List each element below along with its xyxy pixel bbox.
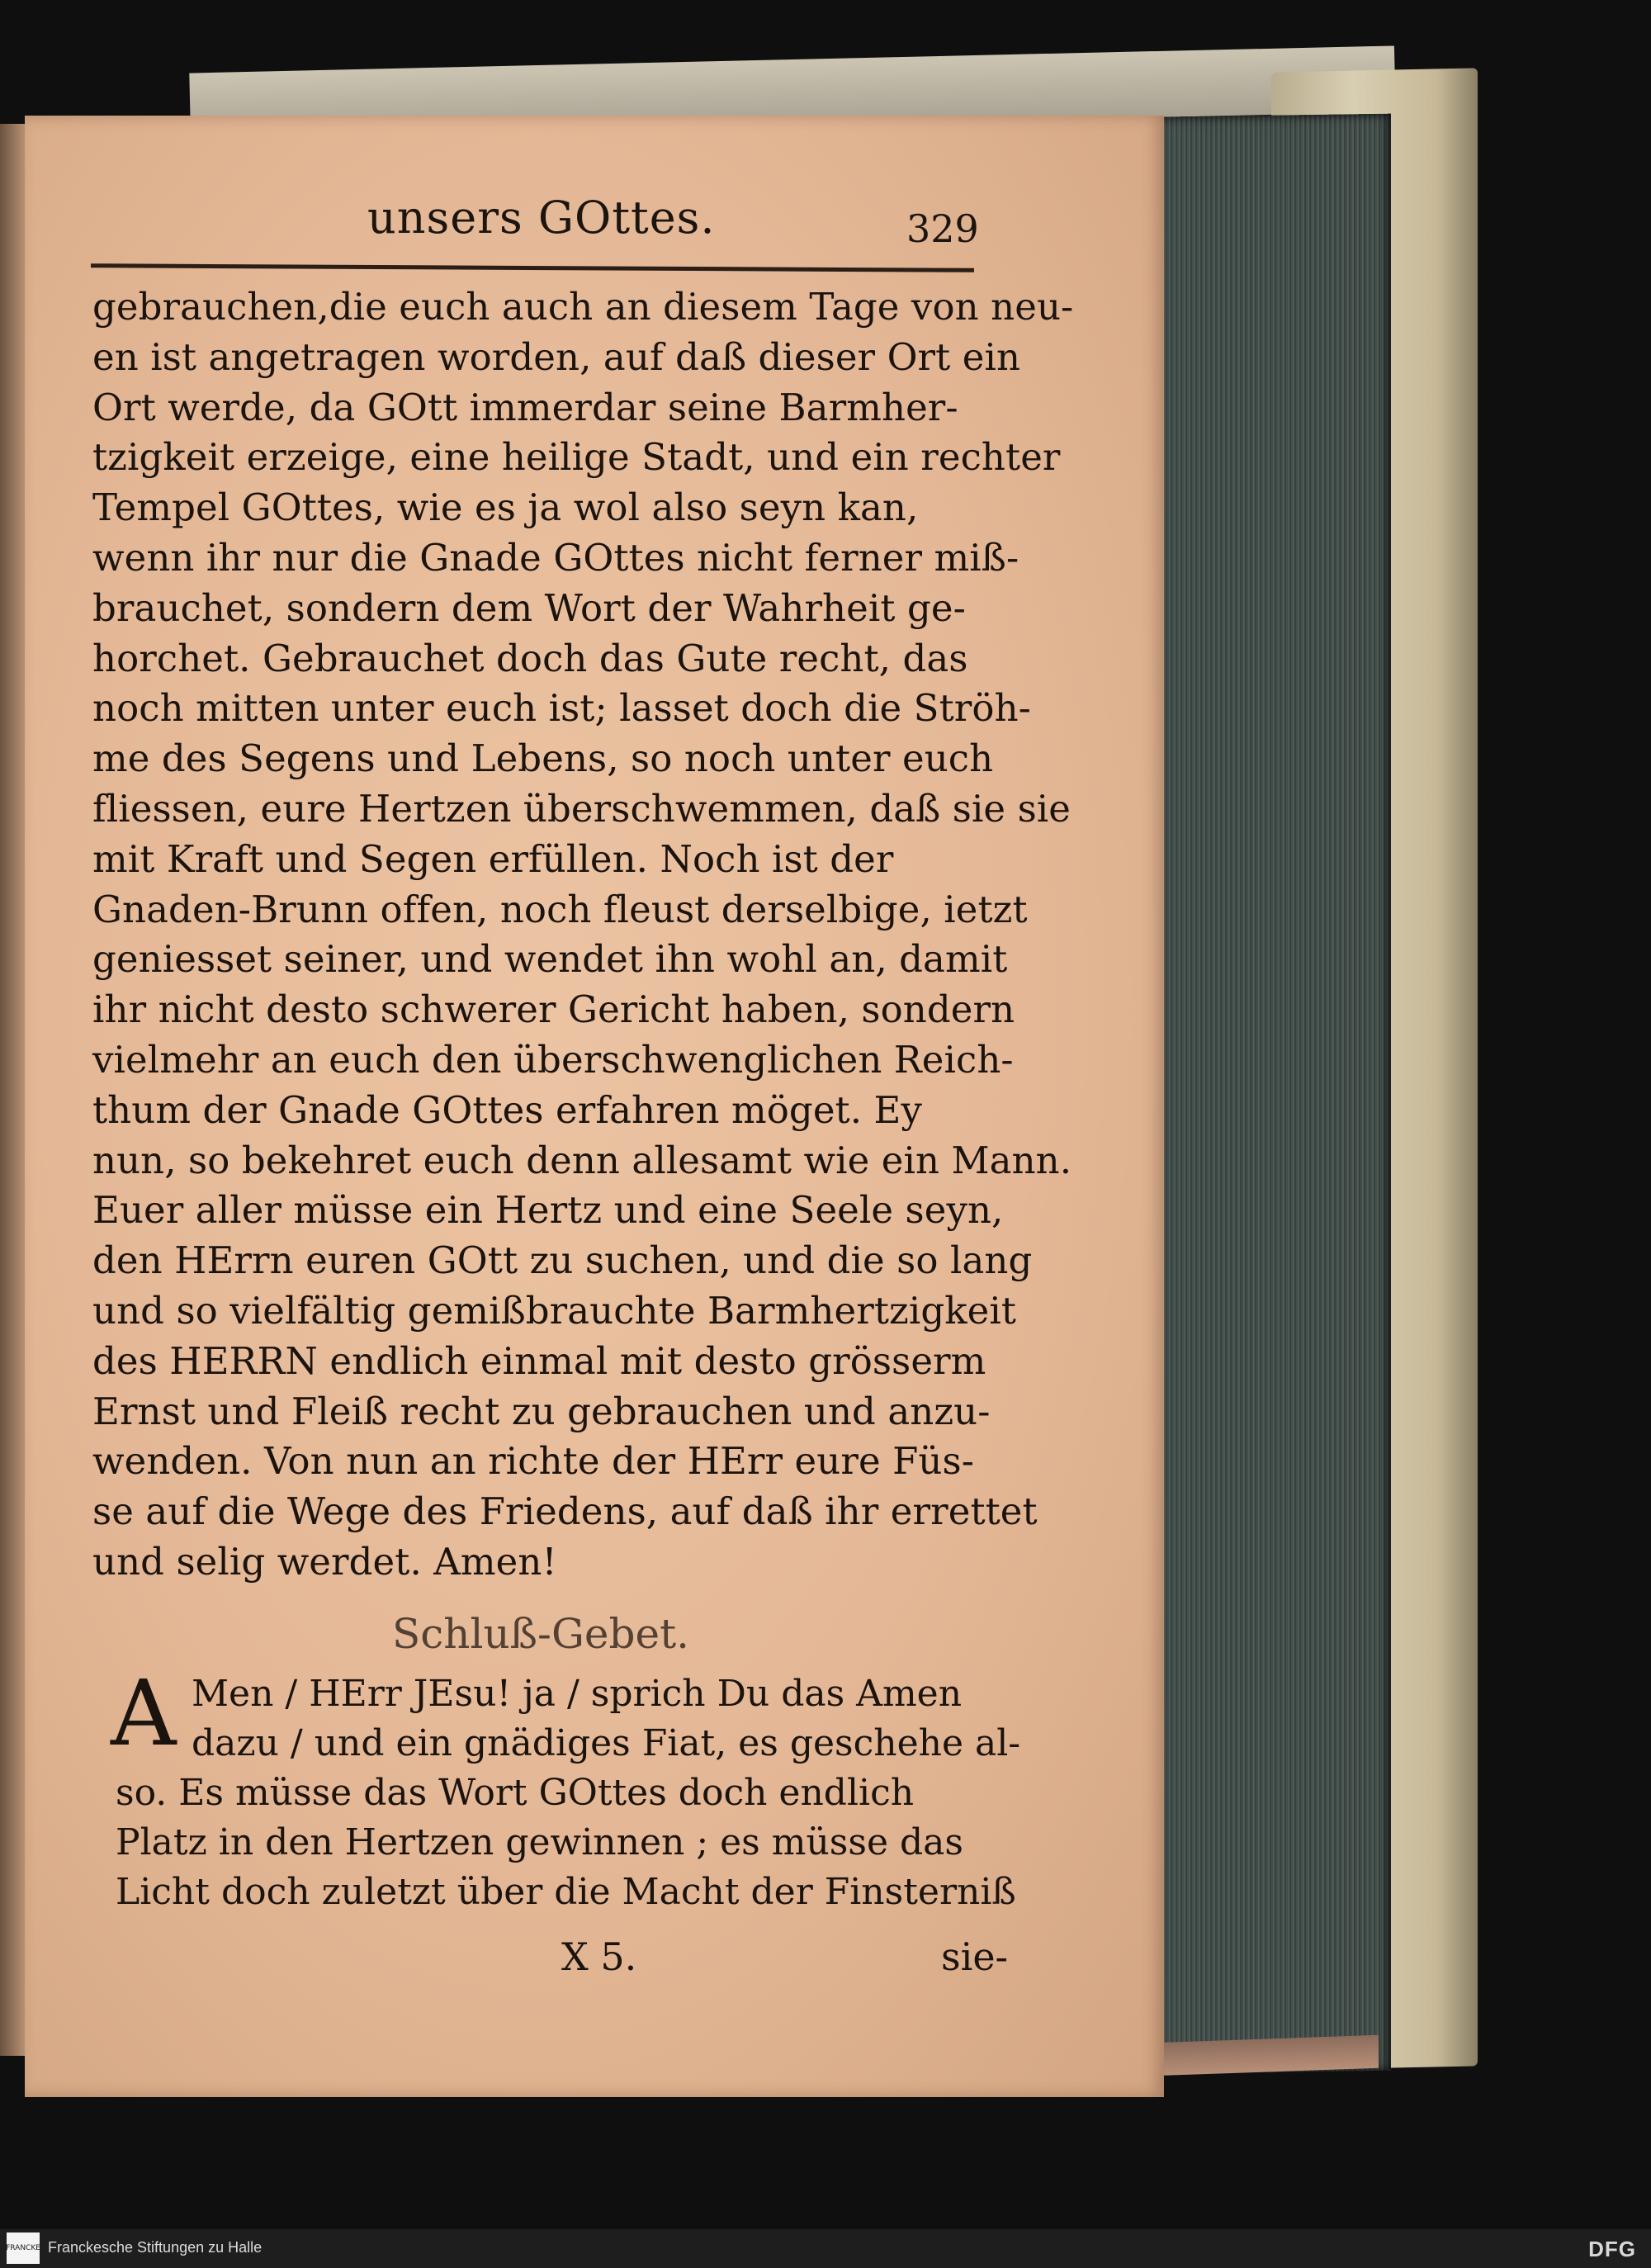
text-line: und selig werdet. Amen! bbox=[92, 1539, 557, 1584]
running-head: unsers GOttes. bbox=[367, 192, 716, 244]
text-line: thum der Gnade GOttes erfahren möget. Ey bbox=[92, 1087, 923, 1132]
section-heading: Schluß-Gebet. bbox=[392, 1610, 690, 1658]
body-text bbox=[92, 282, 1074, 1588]
prayer-line: so. Es müsse das Wort GOttes doch endlich bbox=[116, 1772, 915, 1814]
text-line: des HERRN endlich einmal mit desto grösserm bbox=[92, 1338, 986, 1383]
dfg-logo: DFG bbox=[1588, 2237, 1636, 2261]
text-line: und so vielfältig gemißbrauchte Barmhertzigkeit bbox=[92, 1288, 1017, 1333]
institution-logo bbox=[7, 2232, 40, 2264]
drop-initial: A bbox=[111, 1660, 177, 1766]
text-line: horchet. Gebrauchet doch das Gute recht, das bbox=[92, 636, 968, 680]
prayer-line: dazu / und ein gnädiges Fiat, es geschehe al- bbox=[192, 1722, 1021, 1764]
prayer-text bbox=[116, 1669, 1021, 1917]
text-line: Tempel GOttes, wie es ja wol also seyn kan, bbox=[92, 485, 919, 530]
text-line: se auf die Wege des Friedens, auf daß ihr errettet bbox=[92, 1489, 1038, 1534]
signature-mark: X 5. bbox=[561, 1934, 637, 1979]
text-line: en ist angetragen worden, auf daß dieser Ort ein bbox=[92, 334, 1021, 379]
institution-name: Franckesche Stiftungen zu Halle bbox=[48, 2239, 263, 2256]
prayer-line: Licht doch zuletzt über die Macht der Finsterniß bbox=[116, 1871, 1016, 1913]
text-line: geniesset seiner, und wendet ihn wohl an, damit bbox=[92, 937, 1008, 982]
text-line: Ort werde, da GOtt immerdar seine Barmher- bbox=[92, 385, 958, 429]
text-line: noch mitten unter euch ist; lasset doch die Ströh- bbox=[92, 686, 1031, 731]
text-line: fliessen, eure Hertzen überschwemmen, daß sie sie bbox=[92, 786, 1071, 831]
footer-bar bbox=[0, 2229, 1651, 2268]
text-line: brauchet, sondern dem Wort der Wahrheit ge- bbox=[92, 585, 966, 630]
text-line: nun, so bekehret euch denn allesamt wie ein Mann. bbox=[92, 1138, 1072, 1182]
page-number: 329 bbox=[906, 206, 979, 251]
text-line: me des Segens und Lebens, so noch unter euch bbox=[92, 736, 994, 781]
prayer-line: Platz in den Hertzen gewinnen ; es müsse das bbox=[116, 1821, 963, 1863]
text-line: wenden. Von nun an richte der HErr eure Füs- bbox=[92, 1439, 975, 1484]
text-line: Gnaden-Brunn offen, noch fleust derselbige, ietzt bbox=[92, 887, 1028, 931]
text-line: wenn ihr nur die Gnade GOttes nicht ferner miß- bbox=[92, 535, 1019, 580]
text-line: den HErrn euren GOtt zu suchen, und die so lang bbox=[92, 1238, 1033, 1283]
text-line: ihr nicht desto schwerer Gericht haben, sondern bbox=[92, 987, 1015, 1032]
text-line: gebrauchen,die euch auch an diesem Tage von neu- bbox=[92, 285, 1074, 329]
text-line: mit Kraft und Segen erfüllen. Noch ist der bbox=[92, 836, 894, 881]
catchword: sie- bbox=[941, 1934, 1009, 1979]
logo-label: FRANCKE bbox=[6, 2244, 40, 2252]
text-line: tzigkeit erzeige, eine heilige Stadt, und ein rechter bbox=[92, 435, 1061, 480]
text-line: vielmehr an euch den überschwenglichen Reich- bbox=[92, 1037, 1014, 1082]
text-line: Euer aller müsse ein Hertz und eine Seele seyn, bbox=[92, 1188, 1004, 1233]
prayer-line: Men / HErr JEsu! ja / sprich Du das Amen bbox=[192, 1673, 963, 1715]
text-line: Ernst und Fleiß recht zu gebrauchen und anzu- bbox=[92, 1389, 991, 1433]
